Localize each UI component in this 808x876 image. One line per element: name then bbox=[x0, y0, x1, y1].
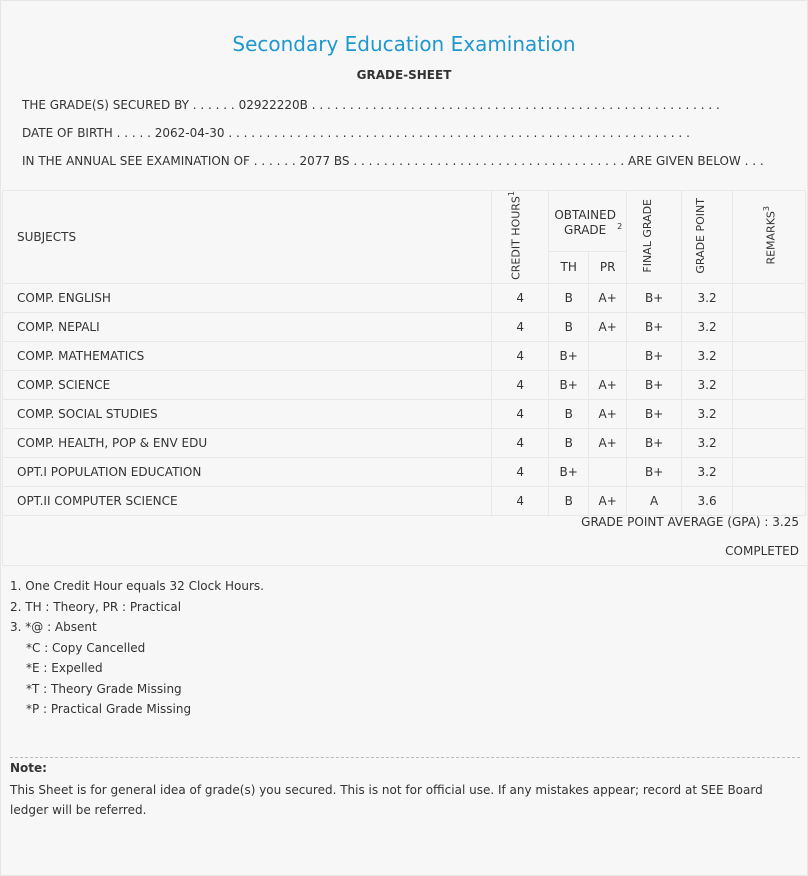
subject-cell: COMP. SCIENCE bbox=[3, 370, 492, 399]
grade-point-cell: 3.2 bbox=[682, 457, 733, 486]
exam-line: IN THE ANNUAL SEE EXAMINATION OF . . . . . . 2077 BS . . . . . . . . . . . . . . . . . . . . . . . . . . . . . . . . . . . . ARE GIVEN BELOW . . . bbox=[22, 154, 764, 168]
grade-point-cell: 3.2 bbox=[682, 312, 733, 341]
table-row bbox=[3, 341, 806, 370]
final-grade-cell: B+ bbox=[627, 341, 682, 370]
subject-cell: OPT.I POPULATION EDUCATION bbox=[3, 457, 492, 486]
remarks-cell bbox=[733, 399, 806, 428]
pr-grade-cell bbox=[589, 457, 627, 486]
th-grade-cell: B+ bbox=[549, 457, 589, 486]
note-title: Note: bbox=[10, 761, 47, 775]
final-grade-cell: A bbox=[627, 486, 682, 515]
th-grade-cell: B bbox=[549, 399, 589, 428]
exam-year: 2077 BS bbox=[299, 154, 350, 168]
final-grade-cell: B+ bbox=[627, 399, 682, 428]
footnote-2: 2. TH : Theory, PR : Practical bbox=[10, 599, 182, 614]
symbol-number: 02922220B bbox=[238, 98, 308, 112]
grade-point-cell: 3.2 bbox=[682, 370, 733, 399]
header-credit-hours-label: CREDIT HOURS$^1$ bbox=[506, 191, 523, 280]
dob-line: DATE OF BIRTH . . . . . 2062-04-30 . . . . . . . . . . . . . . . . . . . . . . . . . . . . . . . . . . . . . . . . . . . . . . . . . . . . . . . . . . . . . bbox=[22, 126, 690, 140]
pr-grade-cell: A+ bbox=[589, 283, 627, 312]
footnote-3-e: *E : Expelled bbox=[26, 661, 103, 675]
subject-cell: COMP. ENGLISH bbox=[3, 283, 492, 312]
th-grade-cell: B+ bbox=[549, 341, 589, 370]
table-row bbox=[3, 399, 806, 428]
subject-cell: OPT.II COMPUTER SCIENCE bbox=[3, 486, 492, 515]
final-grade-cell: B+ bbox=[627, 312, 682, 341]
header-subjects: SUBJECTS bbox=[3, 191, 492, 284]
footnote-3-c: *C : Copy Cancelled bbox=[26, 640, 146, 655]
pr-grade-cell: A+ bbox=[589, 486, 627, 515]
table-row bbox=[3, 283, 806, 312]
remarks-cell bbox=[733, 341, 806, 370]
pr-grade-cell: A+ bbox=[589, 370, 627, 399]
pr-grade-cell: A+ bbox=[589, 428, 627, 457]
note-divider bbox=[10, 757, 800, 758]
table-row bbox=[3, 370, 806, 399]
header-remarks: REMARKS$^3$ bbox=[733, 191, 806, 284]
th-grade-cell: B bbox=[549, 486, 589, 515]
page-title: Secondary Education Examination bbox=[232, 32, 576, 56]
table-row bbox=[3, 428, 806, 457]
grade-point-cell: 3.2 bbox=[682, 283, 733, 312]
subject-cell: COMP. NEPALI bbox=[3, 312, 492, 341]
footnotes bbox=[10, 576, 264, 720]
grade-point-cell: 3.2 bbox=[682, 341, 733, 370]
header-grade-point: GRADE POINT bbox=[682, 191, 733, 284]
final-grade-cell: B+ bbox=[627, 283, 682, 312]
remarks-cell bbox=[733, 312, 806, 341]
remarks-cell bbox=[733, 428, 806, 457]
header-obtained-grade: OBTAINED GRADE $^2$ bbox=[549, 191, 627, 252]
completion-status: COMPLETED bbox=[725, 544, 799, 558]
grades-table bbox=[2, 190, 806, 516]
grade-point-cell: 3.2 bbox=[682, 399, 733, 428]
pr-grade-cell bbox=[589, 341, 627, 370]
subject-cell: COMP. MATHEMATICS bbox=[3, 341, 492, 370]
grade-point-cell: 3.2 bbox=[682, 428, 733, 457]
credit-hours-cell: 4 bbox=[492, 457, 549, 486]
th-grade-cell: B bbox=[549, 283, 589, 312]
header-pr: PR bbox=[589, 252, 627, 284]
credit-hours-cell: 4 bbox=[492, 312, 549, 341]
pr-grade-cell: A+ bbox=[589, 399, 627, 428]
th-grade-cell: B bbox=[549, 312, 589, 341]
footnote-1: 1. One Credit Hour equals 32 Clock Hours. bbox=[10, 579, 264, 593]
secured-by-label: THE GRADE(S) SECURED BY bbox=[22, 98, 189, 112]
remarks-cell bbox=[733, 457, 806, 486]
credit-hours-cell: 4 bbox=[492, 341, 549, 370]
credit-hours-cell: 4 bbox=[492, 283, 549, 312]
th-grade-cell: B+ bbox=[549, 370, 589, 399]
summary-area bbox=[2, 497, 808, 566]
subject-cell: COMP. HEALTH, POP & ENV EDU bbox=[3, 428, 492, 457]
exam-label: IN THE ANNUAL SEE EXAMINATION OF bbox=[22, 154, 250, 168]
th-grade-cell: B bbox=[549, 428, 589, 457]
footnote-3: 3. *@ : Absent bbox=[10, 620, 97, 634]
secured-by-line: THE GRADE(S) SECURED BY . . . . . . 02922220B . . . . . . . . . . . . . . . . . . . . . . . . . . . . . . . . . . . . . . . . . . . . . . . . . . . . . . bbox=[22, 98, 720, 112]
pr-grade-cell: A+ bbox=[589, 312, 627, 341]
remarks-cell bbox=[733, 370, 806, 399]
grade-rows bbox=[3, 283, 806, 515]
given-below: ARE GIVEN BELOW . . . bbox=[628, 154, 764, 168]
final-grade-cell: B+ bbox=[627, 428, 682, 457]
header-credit-hours bbox=[492, 191, 549, 284]
header-final-grade: FINAL GRADE bbox=[627, 191, 682, 284]
credit-hours-cell: 4 bbox=[492, 370, 549, 399]
header-th: TH bbox=[549, 252, 589, 284]
footnote-3-t: *T : Theory Grade Missing bbox=[26, 681, 182, 696]
footnote-3-p: *P : Practical Grade Missing bbox=[26, 702, 192, 716]
credit-hours-cell: 4 bbox=[492, 486, 549, 515]
table-row bbox=[3, 312, 806, 341]
credit-hours-cell: 4 bbox=[492, 428, 549, 457]
dob-value: 2062-04-30 bbox=[154, 126, 225, 140]
page-subtitle: GRADE-SHEET bbox=[356, 68, 452, 82]
dob-label: DATE OF BIRTH bbox=[22, 126, 113, 140]
final-grade-cell: B+ bbox=[627, 370, 682, 399]
table-row bbox=[3, 457, 806, 486]
subject-cell: COMP. SOCIAL STUDIES bbox=[3, 399, 492, 428]
gpa-text: GRADE POINT AVERAGE (GPA) : 3.25 bbox=[581, 515, 799, 529]
grade-point-cell: 3.6 bbox=[682, 486, 733, 515]
note-body: This Sheet is for general idea of grade(s) you secured. This is not for official use. If any mistakes appear; record at SEE Board ledger will be referred. bbox=[10, 783, 763, 817]
remarks-cell bbox=[733, 283, 806, 312]
credit-hours-cell: 4 bbox=[492, 399, 549, 428]
final-grade-cell: B+ bbox=[627, 457, 682, 486]
